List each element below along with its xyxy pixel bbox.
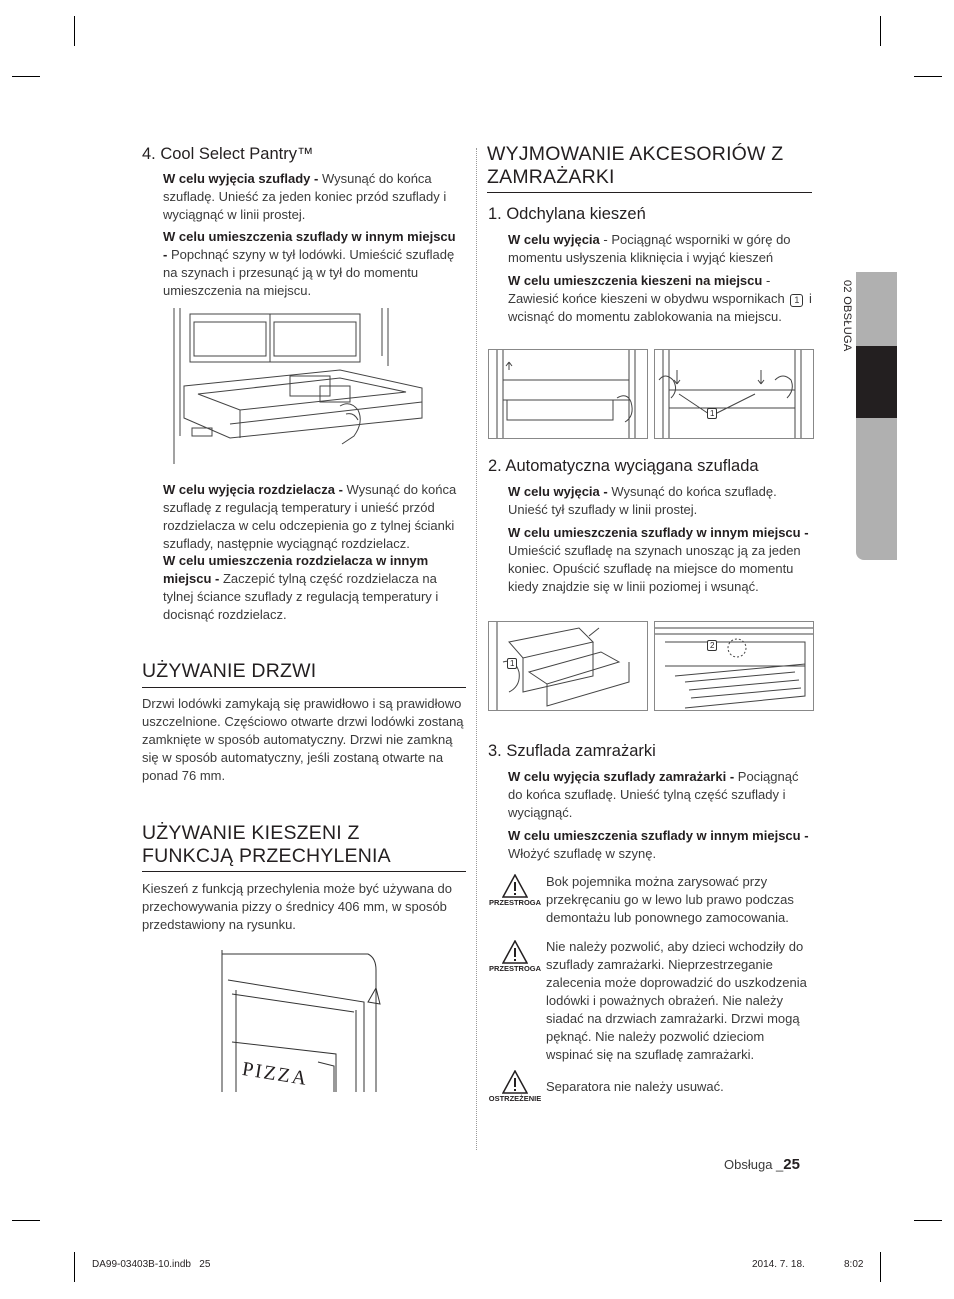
bold-lead: W celu umieszczenia szuflady w innym miejscu -	[508, 525, 809, 540]
body-text: Pociągnąć do końca szufladę. Unieść tylną część szuflady i wyciągnąć.	[508, 769, 799, 820]
print-filename: DA99-03403B-10.indb 25	[92, 1259, 211, 1270]
tilt-text: Kieszeń z funkcją przechylenia może być używana do przechowywania pizzy o średnicy 406 mm, w sposób przedstawiony na rysunku.	[142, 881, 452, 932]
side-tab-top	[856, 272, 897, 346]
column-divider	[476, 148, 477, 1150]
s3-heading: 3. Szuflada zamrażarki	[488, 742, 656, 760]
s2-p2	[508, 524, 812, 596]
tilt-title-line2: FUNKCJĄ PRZECHYLENIA	[142, 845, 391, 867]
cool-select-p4	[163, 552, 465, 624]
s2-p1	[508, 483, 812, 519]
s2-heading: 2. Automatyczna wyciągana szuflada	[488, 457, 759, 475]
cool-select-p3	[163, 481, 465, 553]
crop-mark	[74, 1252, 75, 1282]
side-tab-label: 02 OBSŁUGA	[841, 280, 853, 352]
warning-triangle-icon	[502, 1070, 528, 1094]
warning-triangle-icon	[502, 940, 528, 964]
body-text: Wysunąć do końca szufladę. Unieść za jeden koniec przód szuflady i wyciągnąć w linii prostej.	[163, 171, 447, 222]
side-tab-label-strip	[838, 418, 856, 560]
s3-p1	[508, 768, 812, 822]
s1-heading: 1. Odchylana kieszeń	[488, 205, 646, 223]
tilt-pocket-attach-figure	[654, 349, 814, 439]
body-text: - Pociągnąć wsporniki w górę do momentu usłyszenia kliknięcia i wyjąć kieszeń	[508, 232, 791, 265]
figure-callout: 1	[507, 658, 517, 669]
warning-badge	[488, 1070, 542, 1103]
caution-badge	[488, 940, 542, 973]
cool-select-p1	[163, 170, 463, 224]
callout-number: 1	[790, 294, 803, 307]
section-rule	[142, 871, 466, 872]
crop-mark	[880, 16, 881, 46]
page-number: 25	[783, 1156, 800, 1173]
bold-lead: W celu umieszczenia szuflady w innym miejscu -	[508, 828, 809, 843]
warning-triangle-icon	[502, 874, 528, 898]
crop-mark	[12, 1220, 40, 1221]
tilt-pocket-remove-figure	[488, 349, 648, 439]
section-rule	[142, 687, 466, 688]
bold-lead: W celu wyjęcia rozdzielacza -	[163, 482, 343, 497]
body-text: Zaczepić tylną część rozdzielacza na tylnej ściance szuflady z regulacją temperatury i docisnąć rozdzielacz.	[163, 571, 439, 622]
caution-label: PRZESTROGA	[488, 898, 542, 907]
bold-lead: W celu umieszczenia kieszeni na miejscu	[508, 273, 763, 288]
page-footer	[724, 1156, 800, 1173]
cool-select-p2	[163, 228, 463, 300]
section-rule	[487, 192, 812, 193]
bold-lead: W celu umieszczenia rozdzielacza w innym miejscu -	[163, 553, 429, 586]
auto-drawer-attach-figure	[654, 621, 814, 711]
caution-badge	[488, 874, 542, 907]
s3-p2	[508, 827, 812, 863]
pizza-pocket-illustration	[218, 950, 382, 1092]
bold-lead: W celu wyjęcia szuflady zamrażarki -	[508, 769, 735, 784]
crop-mark	[12, 76, 40, 77]
doors-title: UŻYWANIE DRZWI	[142, 660, 317, 682]
print-time: 8:02	[844, 1259, 864, 1270]
bold-lead: W celu wyjęcia	[508, 232, 600, 247]
crop-mark	[914, 1220, 942, 1221]
warning-label: OSTRZEŻENIE	[488, 1094, 542, 1103]
doors-text: Drzwi lodówki zamykają się prawidłowo i są prawidłowo uszczelnione. Częściowo otwarte drzwi lodówki zostaną zamknięte w sposób automatyczny. Drzwi nie zamkną się w sposób automatyczny, jeśli zostaną otwarte na ponad 76 mm.	[142, 696, 464, 783]
bold-lead: W celu umieszczenia szuflady w innym miejscu -	[163, 229, 456, 262]
body-text: Wysunąć do końca szufladę z regulacją temperatury i unieść przód rozdzielacza w celu odczepienia go z tylnej ścianki szuflady, następnie wyciągnąć rozdzielacz.	[163, 482, 457, 551]
side-tab-bottom	[856, 418, 897, 560]
crop-mark	[914, 76, 942, 77]
caution-label: PRZESTROGA	[488, 964, 542, 973]
s1-p2	[508, 272, 812, 326]
cool-select-heading: 4. Cool Select Pantry™	[142, 145, 314, 163]
body-text: i wcisnąć do momentu zablokowania na miejscu.	[508, 291, 812, 324]
tilt-title-line1: UŻYWANIE KIESZENI Z	[142, 822, 360, 844]
footer-section: Obsługa _	[724, 1157, 784, 1172]
figure-callout: 2	[707, 640, 717, 651]
body-text: Popchnąć szyny w tył lodówki. Umieścić szufladę na szynach i przesunąć ją w tył do momentu umieszczenia na miejscu.	[163, 247, 455, 298]
auto-drawer-remove-figure	[488, 621, 648, 711]
body-text: - Zawiesić końce kieszeni w obydwu wspornikach	[508, 273, 789, 306]
freezer-title-line1: WYJMOWANIE AKCESORIÓW Z	[487, 143, 784, 165]
side-tab-active	[856, 346, 897, 418]
figure-callout: 1	[707, 408, 717, 419]
crop-mark	[74, 16, 75, 46]
s1-p1	[508, 231, 812, 267]
caution-text: Nie należy pozwolić, aby dzieci wchodziły do szuflady zamrażarki. Nieprzestrzeganie zalecenia może doprowadzić do uszkodzenia lodówki i poważnych obrażeń. Nie należy siadać na drzwiach zamrażarki. Drzwi mogą pęknąć. Nie należy pozwolić dzieciom wspinać się na szufladę zamrażarki.	[546, 939, 807, 1062]
crop-mark	[880, 1252, 881, 1282]
bold-lead: W celu wyjęcia -	[508, 484, 608, 499]
pantry-drawer-illustration	[170, 306, 432, 466]
body-text: Umieścić szufladę na szynach unosząc ją za jeden koniec. Opuścić szufladę na miejsce do momentu kiedy znajdzie się w linii poziomej i wsunąć.	[508, 543, 801, 594]
warning-text: Separatora nie należy usuwać.	[546, 1079, 724, 1094]
print-date: 2014. 7. 18.	[752, 1259, 805, 1270]
body-text: Wysunąć do końca szufladę. Unieść tył szuflady w linii prostej.	[508, 484, 777, 517]
caution-text: Bok pojemnika można zarysować przy przekręcaniu go w lewo lub prawo podczas demontażu lub ponownego zamocowania.	[546, 874, 794, 925]
freezer-title-line2: ZAMRAŻARKI	[487, 166, 615, 188]
body-text: Włożyć szufladę w szynę.	[508, 846, 657, 861]
bold-lead: W celu wyjęcia szuflady -	[163, 171, 319, 186]
pizza-label: PIZZA	[240, 1058, 310, 1091]
